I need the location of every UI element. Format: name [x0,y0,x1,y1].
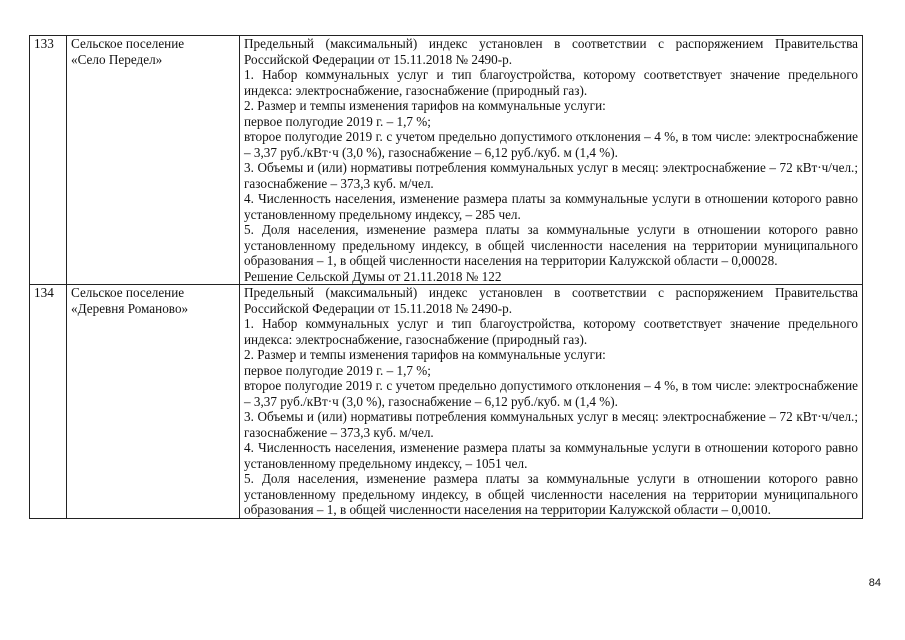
paragraph: 2. Размер и темпы изменения тарифов на коммунальные услуги: [244,347,606,362]
paragraph: 4. Численность населения, изменение размера платы за коммунальные услуги в отношении которого равно установленному предельному индексу, – 1051 чел. [244,440,858,471]
paragraph: 5. Доля населения, изменение размера платы за коммунальные услуги в отношении которого равно установленному предельному индексу, в общей численности населения на территории муниципального образования – 1, в общей численности населения на территории Калужской области – 0,00028. [244,222,858,268]
row-number: 134 [30,285,67,519]
paragraph: первое полугодие 2019 г. – 1,7 %; [244,362,431,378]
paragraph: 3. Объемы и (или) нормативы потребления коммунальных услуг в месяц: электроснабжение – 72 кВт·ч/чел.; газоснабжение – 373,3 куб. м/чел. [244,409,858,440]
settlement-type: Сельское поселение [71,285,185,300]
paragraph: Предельный (максимальный) индекс установлен в соответствии с распоряжением Правительства Российской Федерации от 15.11.2018 № 2490-р. [244,36,858,67]
paragraph: первое полугодие 2019 г. – 1,7 %; [244,113,431,129]
table-row [30,36,863,285]
paragraph: 1. Набор коммунальных услуг и тип благоустройства, которому соответствует значение предельного индекса: электроснабжение, газоснабжение (природный газ). [244,316,858,347]
paragraph: второе полугодие 2019 г. с учетом предельно допустимого отклонения – 4 %, в том числе: электроснабжение – 3,37 руб./кВт·ч (3,0 %), газоснабжение – 6,12 руб./куб. м (1,4 %). [244,129,858,160]
paragraph: 4. Численность населения, изменение размера платы за коммунальные услуги в отношении которого равно установленному предельному индексу, – 285 чел. [244,191,858,222]
page-number: 84 [868,577,881,589]
document-table [29,35,863,519]
row-number: 133 [30,36,67,285]
settlement-title: «Деревня Романово» [71,300,189,316]
paragraph: 1. Набор коммунальных услуг и тип благоустройства, которому соответствует значение предельного индекса: электроснабжение, газоснабжение (природный газ). [244,67,858,98]
settlement-type: Сельское поселение [71,36,185,51]
table-row [30,285,863,519]
paragraph: 5. Доля населения, изменение размера платы за коммунальные услуги в отношении которого равно установленному предельному индексу, в общей численности населения на территории муниципального образования – 1, в общей численности населения на территории Калужской области – 0,0010. [244,471,858,517]
paragraph: 3. Объемы и (или) нормативы потребления коммунальных услуг в месяц: электроснабжение – 72 кВт·ч/чел.; газоснабжение – 373,3 куб. м/чел. [244,160,858,191]
paragraph: второе полугодие 2019 г. с учетом предельно допустимого отклонения – 4 %, в том числе: электроснабжение – 3,37 руб./кВт·ч (3,0 %), газоснабжение – 6,12 руб./куб. м (1,4 %). [244,378,858,409]
settlement-name [67,285,240,519]
decision-reference: Решение Сельской Думы от 21.11.2018 № 122 [244,268,502,284]
paragraph: 2. Размер и темпы изменения тарифов на коммунальные услуги: [244,98,606,113]
paragraph: Предельный (максимальный) индекс установлен в соответствии с распоряжением Правительства Российской Федерации от 15.11.2018 № 2490-р. [244,285,858,316]
settlement-title: «Село Передел» [71,51,163,67]
index-description [240,285,863,519]
index-description [240,36,863,285]
settlement-name [67,36,240,285]
